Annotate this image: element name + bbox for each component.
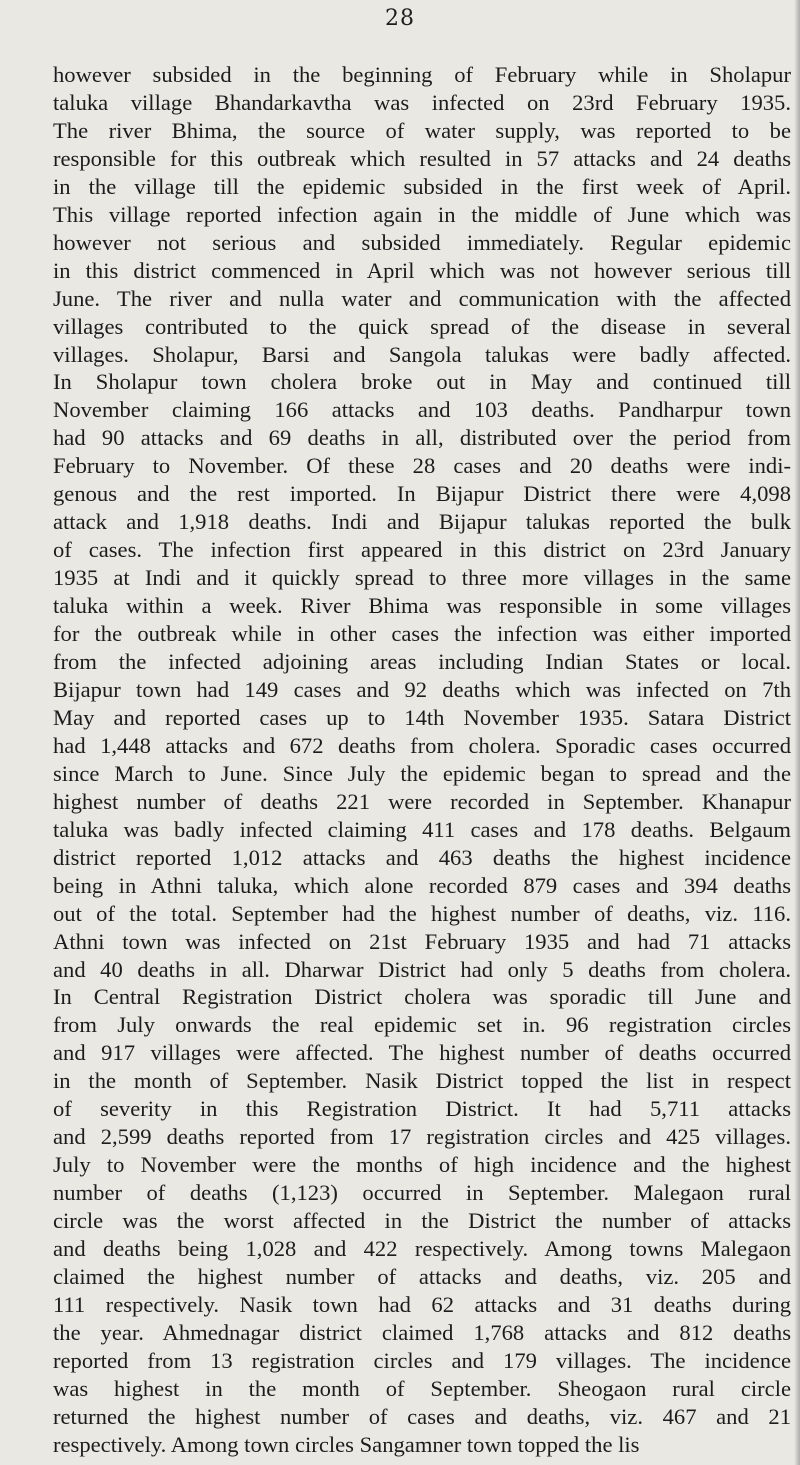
text-line: of severity in this Registration District. It had 5,711 attacks bbox=[53, 1096, 791, 1122]
text-line: had 90 attacks and 69 deaths in all, distributed over the period from bbox=[53, 425, 791, 451]
text-line: highest number of deaths 221 were recorded in September. Khanapur bbox=[53, 788, 791, 814]
text-line: February to November. Of these 28 cases and 20 deaths were indi- bbox=[53, 453, 791, 479]
text-line: villages contributed to the quick spread of the disease in several bbox=[53, 313, 791, 339]
text-line: in this district commenced in April which was not however serious till bbox=[53, 257, 791, 283]
text-line: and 917 villages were affected. The highest number of deaths occurred bbox=[53, 1040, 791, 1066]
text-line: of cases. The infection first appeared in this district on 23rd January bbox=[53, 537, 791, 563]
text-line: had 1,448 attacks and 672 deaths from cholera. Sporadic cases occurred bbox=[53, 732, 791, 758]
text-line: and 2,599 deaths reported from 17 registration circles and 425 villages. bbox=[53, 1124, 791, 1150]
text-line: May and reported cases up to 14th November 1935. Satara District bbox=[53, 704, 791, 730]
text-line: June. The river and nulla water and communication with the affected bbox=[53, 285, 791, 311]
text-line: however subsided in the beginning of February while in Sholapur bbox=[53, 62, 791, 87]
text-line: Bijapur town had 149 cases and 92 deaths which was infected on 7th bbox=[53, 676, 791, 702]
text-line: taluka was badly infected claiming 411 cases and 178 deaths. Belgaum bbox=[53, 816, 791, 842]
text-line: In Central Registration District cholera was sporadic till June and bbox=[53, 984, 791, 1010]
text-line: November claiming 166 attacks and 103 deaths. Pandharpur town bbox=[53, 397, 791, 423]
text-line: district reported 1,012 attacks and 463 deaths the highest incidence bbox=[53, 844, 791, 870]
text-line: taluka within a week. River Bhima was responsible in some villages bbox=[53, 593, 791, 619]
text-line: reported from 13 registration circles and 179 villages. The incidence bbox=[53, 1347, 791, 1373]
text-line: genous and the rest imported. In Bijapur District there were 4,098 bbox=[53, 481, 791, 507]
text-line: responsible for this outbreak which resulted in 57 attacks and 24 deaths bbox=[53, 145, 791, 171]
text-line: 111 respectively. Nasik town had 62 attacks and 31 deaths during bbox=[53, 1291, 791, 1317]
body-text bbox=[53, 61, 791, 1459]
page-edge-shadow bbox=[794, 0, 800, 1465]
text-line: for the outbreak while in other cases the infection was either imported bbox=[53, 621, 791, 647]
text-line: in the village till the epidemic subsided in the first week of April. bbox=[53, 173, 791, 199]
text-line: July to November were the months of high incidence and the highest bbox=[53, 1152, 791, 1178]
text-line: This village reported infection again in the middle of June which was bbox=[53, 201, 791, 227]
text-line: villages. Sholapur, Barsi and Sangola talukas were badly affected. bbox=[53, 341, 791, 367]
text-line: circle was the worst affected in the District the number of attacks bbox=[53, 1208, 791, 1234]
text-line: from July onwards the real epidemic set in. 96 registration circles bbox=[53, 1012, 791, 1038]
text-line: and 40 deaths in all. Dharwar District had only 5 deaths from cholera. bbox=[53, 956, 791, 982]
text-line: number of deaths (1,123) occurred in September. Malegaon rural bbox=[53, 1180, 791, 1206]
text-line: claimed the highest number of attacks and deaths, viz. 205 and bbox=[53, 1263, 791, 1289]
text-line: Athni town was infected on 21st February 1935 and had 71 attacks bbox=[53, 928, 791, 954]
text-line: the year. Ahmednagar district claimed 1,768 attacks and 812 deaths bbox=[53, 1319, 791, 1345]
text-line: since March to June. Since July the epidemic began to spread and the bbox=[53, 760, 791, 786]
text-line: taluka village Bhandarkavtha was infected on 23rd February 1935. bbox=[53, 89, 791, 115]
text-line: from the infected adjoining areas including Indian States or local. bbox=[53, 649, 791, 675]
text-line: however not serious and subsided immediately. Regular epidemic bbox=[53, 229, 791, 255]
text-line: attack and 1,918 deaths. Indi and Bijapur talukas reported the bulk bbox=[53, 509, 791, 535]
text-line: in the month of September. Nasik District topped the list in respect bbox=[53, 1068, 791, 1094]
text-line: The river Bhima, the source of water supply, was reported to be bbox=[53, 117, 791, 143]
text-line: being in Athni taluka, which alone recorded 879 cases and 394 deaths bbox=[53, 872, 791, 898]
text-line: 1935 at Indi and it quickly spread to three more villages in the same bbox=[53, 565, 791, 591]
text-line: respectively. Among town circles Sangamner town topped the lis bbox=[53, 1431, 640, 1457]
text-line: In Sholapur town cholera broke out in May and continued till bbox=[53, 369, 791, 395]
text-line: returned the highest number of cases and deaths, viz. 467 and 21 bbox=[53, 1403, 791, 1429]
text-line: and deaths being 1,028 and 422 respectively. Among towns Malegaon bbox=[53, 1236, 791, 1262]
page-number: 28 bbox=[385, 6, 415, 31]
text-line: was highest in the month of September. Sheogaon rural circle bbox=[53, 1375, 791, 1401]
text-line: out of the total. September had the highest number of deaths, viz. 116. bbox=[53, 900, 791, 926]
